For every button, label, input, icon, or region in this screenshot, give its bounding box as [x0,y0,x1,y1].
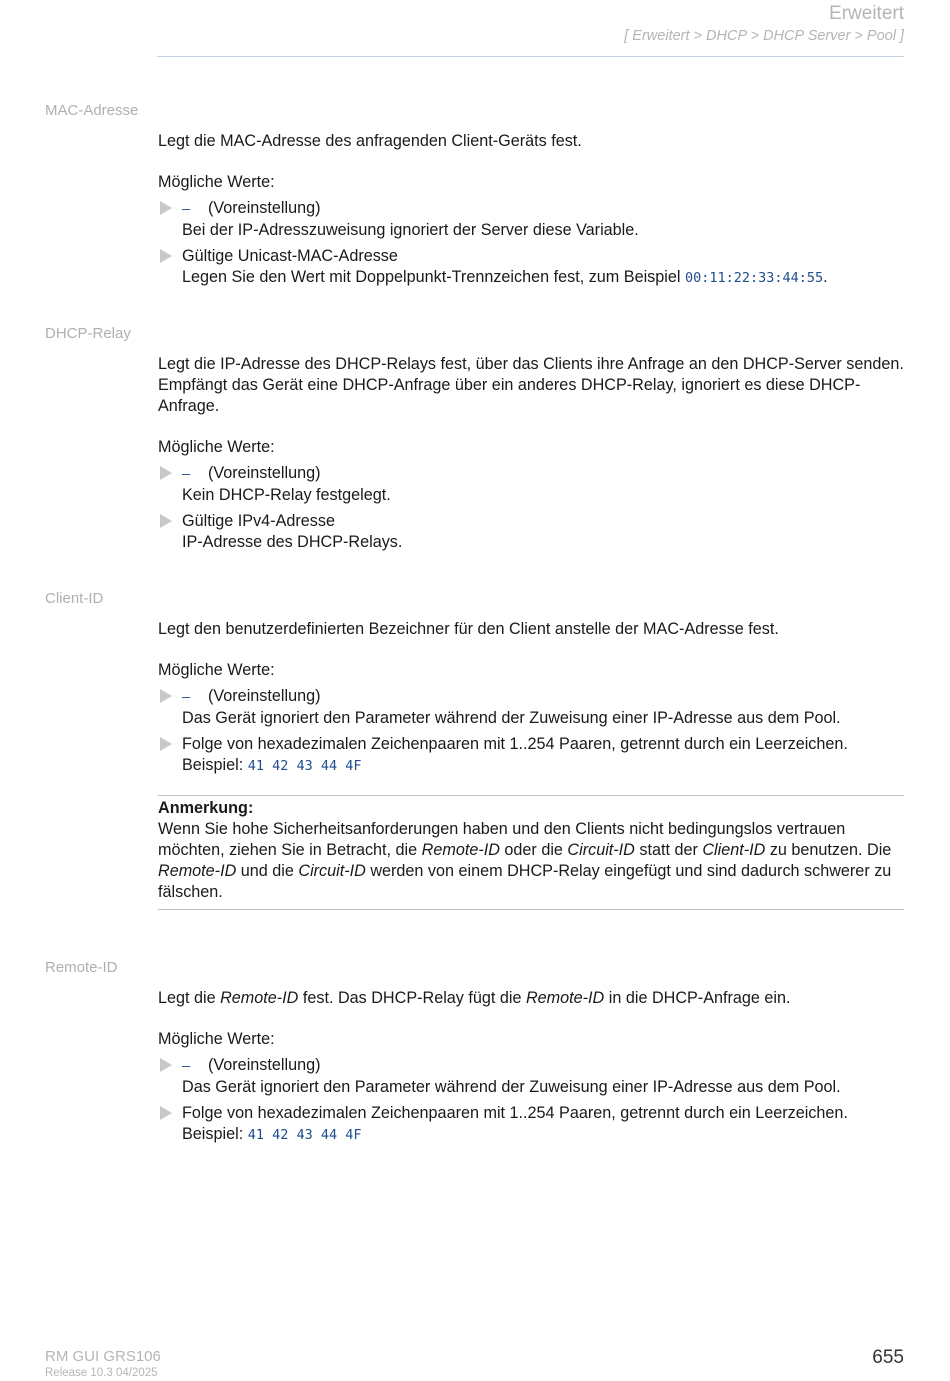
text-run: Legt die [158,989,221,1007]
arrow-bullet-icon [160,1058,172,1072]
section-description: Legt die IP-Adresse des DHCP-Relays fest, über das Clients ihre Anfrage an den DHCP-Server senden. Empfängt das Gerät eine DHCP-Anfrage über ein anderes DHCP-Relay, ignoriert es diese DHCP-Anfrage. [158,355,904,415]
header-title: Erweitert [829,3,904,24]
text-run: werden von einem DHCP-Relay eingefügt und sind dadurch schwerer zu fälschen. [158,862,892,901]
arrow-bullet-icon [160,737,172,751]
italic-term: Remote-ID [525,989,605,1007]
value-name: Gültige IPv4-Adresse [182,512,335,530]
arrow-bullet-icon [160,689,172,703]
value-dash: – [182,201,191,217]
page-header [624,3,904,47]
list-item [158,1055,904,1098]
value-default: (Voreinstellung) [208,1056,321,1074]
note-text [158,819,904,903]
italic-term: Remote-ID [421,841,500,859]
page-number: 655 [872,1347,904,1368]
italic-term: Circuit-ID [298,862,366,880]
values-heading: Mögliche Werte: [158,1030,275,1048]
section-body [158,354,904,558]
note-box [158,795,904,910]
text-run: in die DHCP-Anfrage ein. [604,989,791,1007]
section-description [158,988,904,1009]
text-run: und die [236,862,299,880]
values-heading: Mögliche Werte: [158,438,275,456]
arrow-bullet-icon [160,201,172,215]
value-name: Folge von hexadezimalen Zeichenpaaren mit 1..254 Paaren, getrennt durch ein Leerzeichen. [182,1104,848,1122]
list-item [158,686,904,729]
example-code: 00:11:22:33:44:55 [684,270,824,286]
italic-term: Circuit-ID [567,841,635,859]
list-item [158,463,904,506]
arrow-bullet-icon [160,249,172,263]
section-body [158,988,904,1151]
footer-release: Release 10.3 04/2025 [45,1367,158,1379]
example-code: 41 42 43 44 4F [247,1127,362,1143]
value-name: Gültige Unicast-MAC-Adresse [182,247,398,265]
text-run: fest. Das DHCP-Relay fügt die [298,989,526,1007]
arrow-bullet-icon [160,1106,172,1120]
value-description: Beispiel: [182,756,248,774]
footer-doc-info [45,1348,161,1380]
value-description: Beispiel: [182,1125,248,1143]
value-name: Folge von hexadezimalen Zeichenpaaren mit 1..254 Paaren, getrennt durch ein Leerzeichen. [182,735,848,753]
footer-doc-title: RM GUI GRS106 [45,1348,161,1365]
values-list [158,1055,904,1146]
text-run: oder die [499,841,568,859]
text-run: zu benutzen. Die [765,841,892,859]
example-code: 41 42 43 44 4F [247,758,362,774]
value-description: Legen Sie den Wert mit Doppelpunkt-Trennzeichen fest, zum Beispiel [182,268,685,286]
note-title: Anmerkung: [158,799,254,817]
section-description: Legt die MAC-Adresse des anfragenden Client-Geräts fest. [158,132,582,150]
section-label: DHCP-Relay [45,325,131,342]
value-default: (Voreinstellung) [208,199,321,217]
section-label: MAC-Adresse [45,102,139,119]
value-dash: – [182,466,191,482]
values-list [158,198,904,289]
values-heading: Mögliche Werte: [158,661,275,679]
value-default: (Voreinstellung) [208,687,321,705]
list-item [158,1103,904,1146]
list-item [158,511,904,553]
section-body [158,619,904,910]
value-dash: – [182,689,191,705]
section-description: Legt den benutzerdefinierten Bezeichner für den Client anstelle der MAC-Adresse fest. [158,620,779,638]
value-description: Das Gerät ignoriert den Parameter während der Zuweisung einer IP-Adresse aus dem Pool. [182,709,841,727]
value-suffix: . [823,268,828,286]
values-list [158,686,904,777]
value-description: Das Gerät ignoriert den Parameter während der Zuweisung einer IP-Adresse aus dem Pool. [182,1078,841,1096]
section-label: Remote-ID [45,959,118,976]
italic-term: Remote-ID [158,862,237,880]
value-description: Kein DHCP-Relay festgelegt. [182,486,391,504]
arrow-bullet-icon [160,466,172,480]
section-label: Client-ID [45,590,104,607]
list-item [158,246,904,289]
breadcrumb: [ Erweitert > DHCP > DHCP Server > Pool ] [624,28,904,44]
list-item [158,734,904,777]
text-run: statt der [634,841,703,859]
value-default: (Voreinstellung) [208,464,321,482]
italic-term: Remote-ID [220,989,299,1007]
list-item [158,198,904,241]
header-divider [157,56,904,57]
values-heading: Mögliche Werte: [158,173,275,191]
text-run: Wenn Sie hohe Sicherheitsanforderungen haben und den Clients nicht bedingungslos vertrauen möchten, ziehen Sie in Betracht, die [158,820,846,859]
italic-term: Client-ID [702,841,766,859]
value-dash: – [182,1058,191,1074]
arrow-bullet-icon [160,514,172,528]
value-description: Bei der IP-Adresszuweisung ignoriert der Server diese Variable. [182,221,639,239]
values-list [158,463,904,553]
value-description: IP-Adresse des DHCP-Relays. [182,533,403,551]
section-body [158,131,904,294]
